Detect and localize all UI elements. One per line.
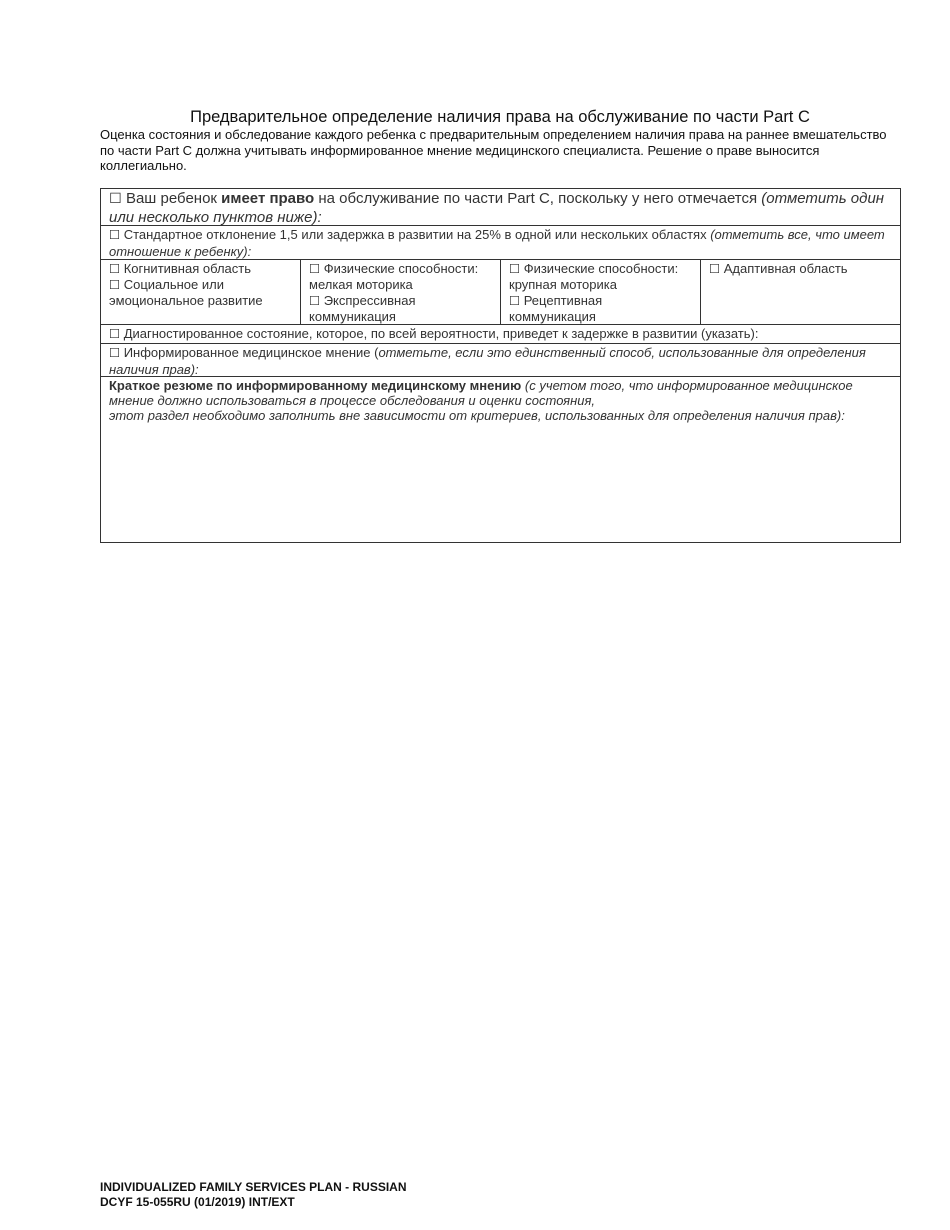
intro-paragraph: Оценка состояния и обследование каждого ребенка с предварительным определением наличия права на раннее вмешательство по части Part C должна учитывать информированное мнение медицинского специалиста. Решение о праве выносится коллегиально.	[100, 127, 887, 173]
diagnosed-text: Диагностированное состояние, которое, по всей вероятности, приведет к задержке в развитии (указать):	[123, 326, 759, 341]
development-areas-row	[101, 260, 900, 325]
std-deviation-row	[101, 226, 900, 260]
gross-motor-checkbox[interactable]: ☐	[509, 262, 521, 276]
form-footer	[100, 1180, 407, 1209]
fine-motor-item	[309, 261, 492, 293]
eligible-text: на обслуживание по части Part C, поскольку у него отмечается	[314, 190, 762, 207]
eligible-bold: имеет право	[221, 190, 315, 207]
gross-motor-item	[509, 261, 692, 293]
adaptive-item	[709, 261, 892, 277]
informed-opinion-text: Информированное медицинское мнение (	[123, 345, 379, 360]
informed-opinion-checkbox[interactable]: ☐	[109, 346, 121, 360]
footer-form-number: DCYF 15-055RU (01/2019) INT/EXT	[100, 1194, 295, 1209]
summary-section[interactable]	[101, 377, 900, 425]
summary-heading: Краткое резюме по информированному медицинскому мнению	[109, 378, 522, 393]
expressive-communication-item	[309, 293, 492, 325]
std-deviation-instruction: (отметить все, что имеет отношение к ребенку):	[109, 227, 885, 259]
adaptive-checkbox[interactable]: ☐	[709, 262, 721, 276]
std-deviation-text: Стандартное отклонение 1,5 или задержка в развитии на 25% в одной или нескольких областях	[123, 227, 711, 242]
expressive-communication-label: Экспрессивная коммуникация	[309, 293, 416, 324]
fine-motor-checkbox[interactable]: ☐	[309, 262, 321, 276]
informed-opinion-row	[101, 344, 900, 377]
receptive-communication-checkbox[interactable]: ☐	[509, 294, 521, 308]
expressive-communication-checkbox[interactable]: ☐	[309, 294, 321, 308]
social-emotional-label: Социальное или эмоциональное развитие	[109, 277, 263, 308]
eligible-row	[101, 189, 900, 226]
gross-motor-label: Физические способности: крупная моторика	[509, 261, 679, 292]
summary-instruction-2: этот раздел необходимо заполнить вне зависимости от критериев, использованных для определения наличия прав):	[109, 408, 845, 423]
eligible-prefix: Ваш ребенок	[125, 190, 222, 207]
page-title: Предварительное определение наличия права на обслуживание по части Part C	[190, 108, 810, 126]
footer-plan-name: INDIVIDUALIZED FAMILY SERVICES PLAN - RUSSIAN	[100, 1180, 407, 1194]
summary-instruction-1: (с учетом того, что информированное медицинское мнение должно использоваться в процессе обследования и оценки состояния,	[109, 378, 853, 408]
diagnosed-checkbox[interactable]: ☐	[109, 327, 121, 341]
receptive-communication-item	[509, 293, 692, 325]
areas-column-1	[101, 260, 301, 324]
areas-column-2	[301, 260, 501, 324]
receptive-communication-label: Рецептивная коммуникация	[509, 293, 603, 324]
eligible-instruction: (отметить один или несколько пунктов ниже):	[109, 190, 885, 226]
diagnosed-condition-row	[101, 325, 900, 344]
eligibility-form-table	[100, 188, 901, 543]
areas-column-3	[501, 260, 701, 324]
eligible-checkbox[interactable]: ☐	[109, 191, 122, 207]
social-emotional-item	[109, 277, 292, 309]
fine-motor-label: Физические способности: мелкая моторика	[309, 261, 479, 292]
std-deviation-checkbox[interactable]: ☐	[109, 228, 121, 242]
adaptive-label: Адаптивная область	[723, 261, 848, 276]
informed-opinion-instruction: отметьте, если это единственный способ, использованные для определения наличия прав):	[109, 345, 866, 377]
areas-column-4	[701, 260, 900, 324]
cognitive-checkbox[interactable]: ☐	[109, 262, 121, 276]
social-emotional-checkbox[interactable]: ☐	[109, 278, 121, 292]
cognitive-item	[109, 261, 292, 277]
cognitive-label: Когнитивная область	[123, 261, 252, 276]
